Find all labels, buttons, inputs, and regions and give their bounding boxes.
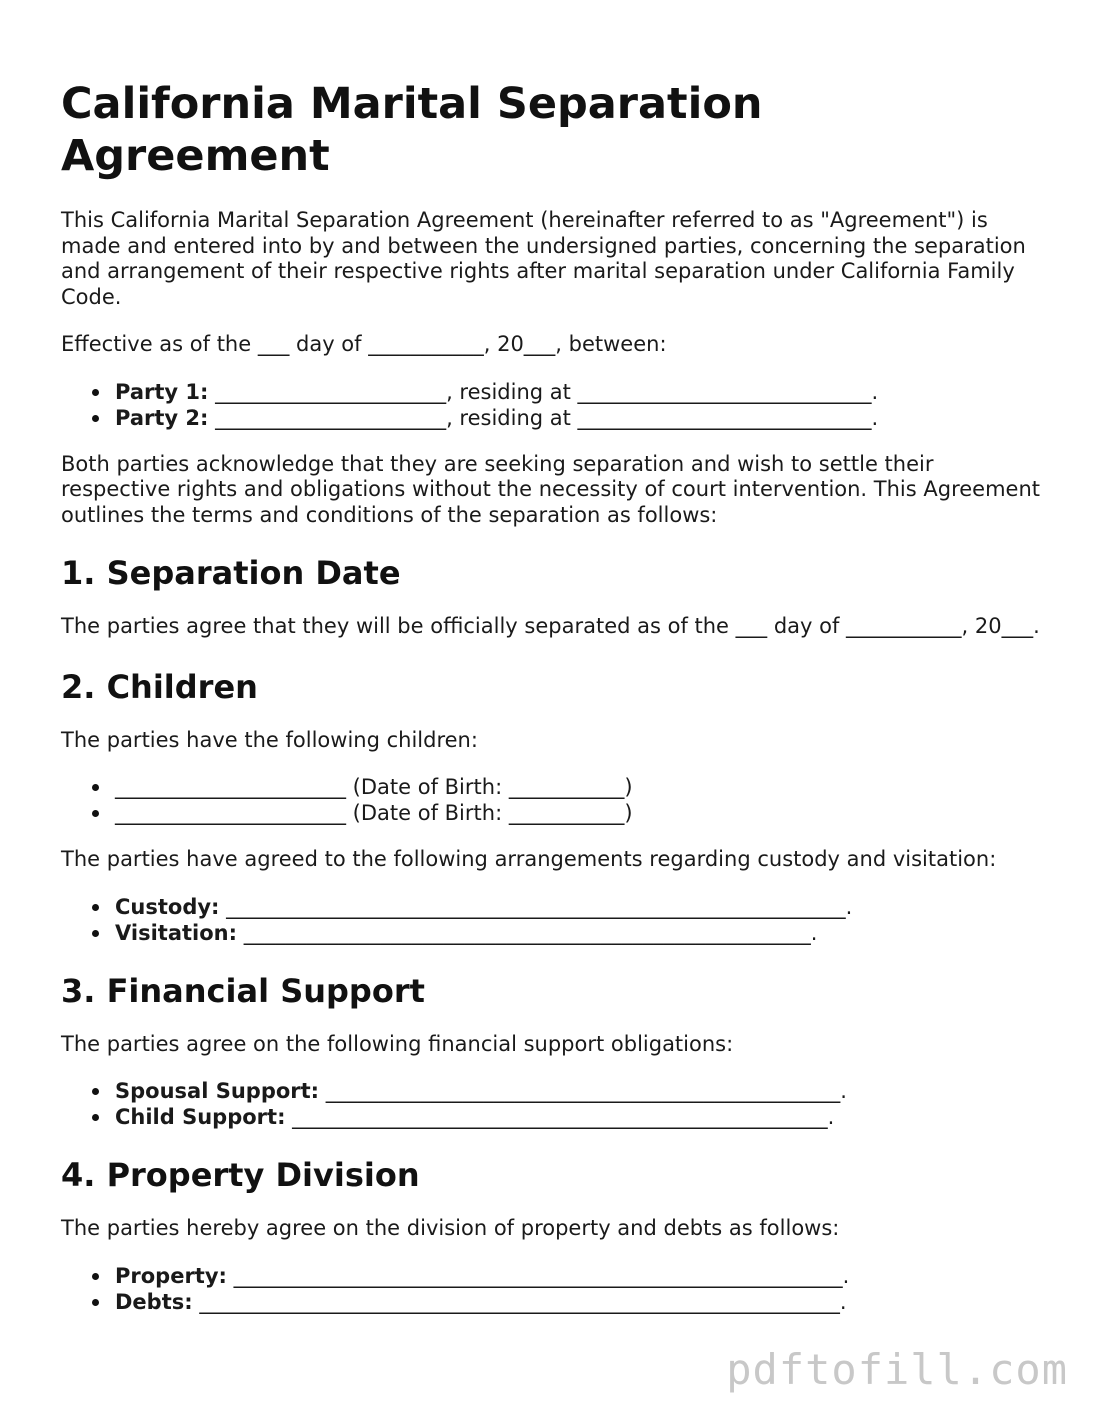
debts-field: _____________________________________________________________. (192, 1289, 847, 1314)
list-item (115, 1104, 1041, 1130)
party-1-field: ______________________, residing at ____________________________. (208, 379, 879, 404)
separation-date-text: The parties agree that they will be officially separated as of the ___ day of ___________, 20___. (61, 614, 1040, 638)
property-division-list (61, 1263, 1041, 1315)
watermark-text: pdftofill.com (726, 1345, 1068, 1394)
list-item: ______________________ (Date of Birth: ___________) (115, 774, 1041, 800)
document-page (61, 0, 1041, 1315)
parties-list (61, 379, 1041, 431)
section-heading-children: 2. Children (61, 667, 258, 706)
section-heading-separation-date: 1. Separation Date (61, 554, 401, 592)
list-item (115, 379, 1041, 405)
list-item (115, 405, 1041, 431)
list-item (115, 894, 1041, 920)
party-2-field: ______________________, residing at ____________________________. (208, 405, 879, 430)
custody-label: Custody: (115, 894, 220, 919)
section-heading-financial-support: 3. Financial Support (61, 971, 425, 1010)
debts-label: Debts: (115, 1289, 193, 1314)
intro-paragraph: This California Marital Separation Agreement (hereinafter referred to as "Agreement") is made and entered into by and between the undersigned parties, concerning the separation and arrangement of their respective rights after marital separation under California Family Code. (61, 208, 1026, 309)
section-heading-property-division: 4. Property Division (61, 1156, 420, 1194)
property-division-text: The parties hereby agree on the division of property and debts as follows: (61, 1216, 840, 1240)
custody-field: ___________________________________________________________. (219, 894, 853, 919)
property-label: Property: (115, 1263, 227, 1288)
list-item (115, 1289, 1041, 1315)
visitation-field: ______________________________________________________. (237, 920, 818, 945)
list-item (115, 920, 1041, 946)
custody-list (61, 894, 1041, 946)
property-field: __________________________________________________________. (226, 1263, 850, 1288)
spousal-support-label: Spousal Support: (115, 1079, 320, 1103)
children-list (61, 774, 1041, 826)
document-title: California Marital Separation Agreement (61, 79, 763, 181)
visitation-label: Visitation: (115, 920, 238, 945)
list-item (115, 1263, 1041, 1289)
list-item: ______________________ (Date of Birth: ___________) (115, 800, 1041, 826)
acknowledgement-paragraph: Both parties acknowledge that they are seeking separation and wish to settle their respective rights and obligations without the necessity of court intervention. This Agreement outlines the terms and conditions of the separation as follows: (61, 451, 1041, 527)
spousal-support-field: _________________________________________________. (319, 1079, 847, 1103)
party-2-label: Party 2: (115, 405, 209, 430)
party-1-label: Party 1: (115, 379, 209, 404)
financial-support-text: The parties agree on the following financial support obligations: (61, 1031, 734, 1056)
financial-support-list (61, 1078, 1041, 1130)
list-item (115, 1078, 1041, 1104)
children-intro-text: The parties have the following children: (61, 727, 478, 752)
child-support-field: ___________________________________________________. (285, 1105, 835, 1129)
custody-intro-text: The parties have agreed to the following arrangements regarding custody and visitation: (61, 847, 997, 871)
child-support-label: Child Support: (115, 1105, 286, 1129)
effective-date-line: Effective as of the ___ day of ___________, 20___, between: (61, 332, 667, 356)
